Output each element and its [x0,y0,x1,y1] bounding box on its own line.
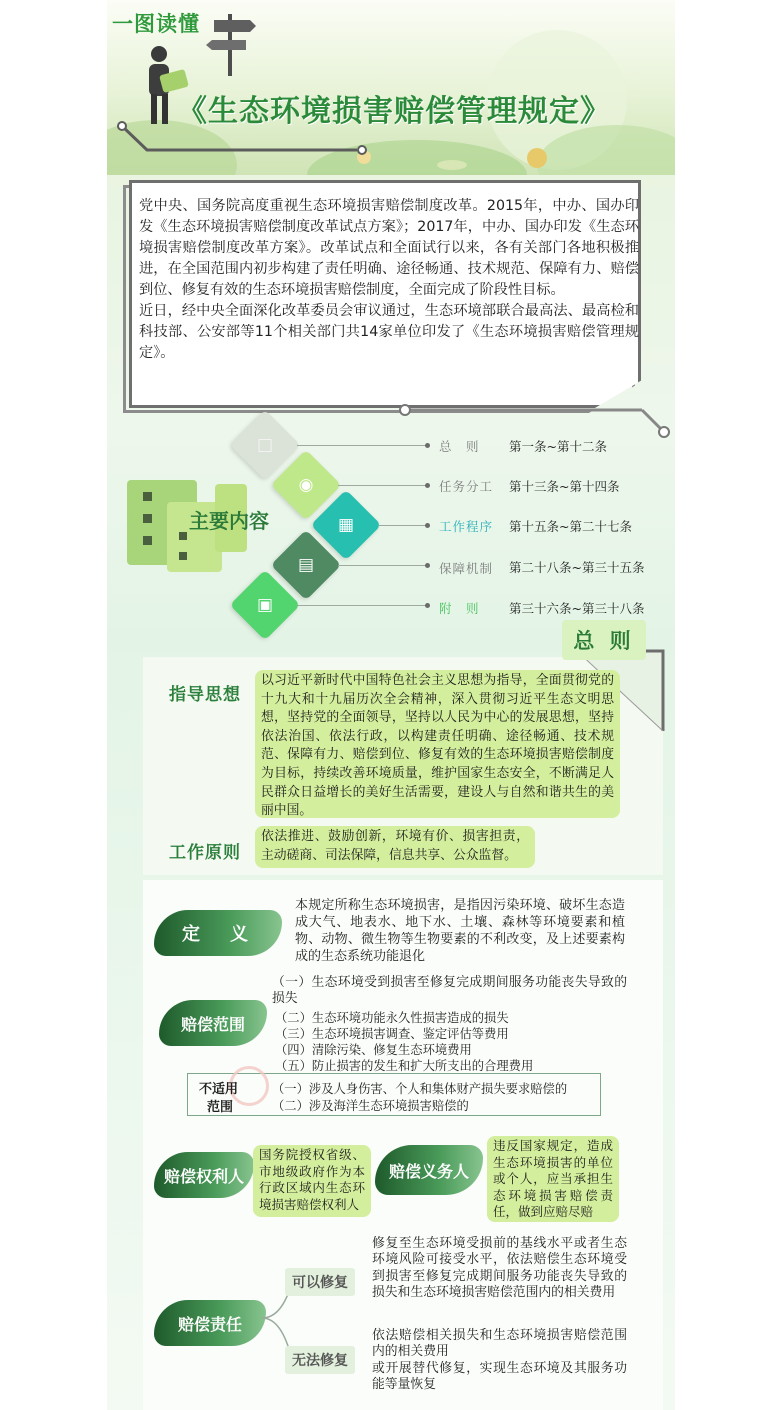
intro-paragraph-2: 近日，经中央全面深化改革委员会审议通过，生态环境部联合最高法、最高检和科技部、公安部等11个相关部门共14家单位印发了《生态环境损害赔偿管理规定》。 [139,303,639,361]
menu-range-tasks: 第十三条~第十四条 [509,479,620,494]
header-banner [107,0,675,175]
obligor-label: 赔偿义务人 [375,1145,483,1195]
infographic-page [107,0,675,1410]
intro-text [139,196,639,364]
briefcase-icon: ▣ [256,595,274,615]
general-section-tag: 总 则 [562,620,646,660]
compensation-scope-label: 赔偿范围 [159,1000,267,1046]
menu-label-guarantee[interactable]: 保障机制 [439,561,494,576]
unrepairable-label: 无法修复 [285,1346,355,1374]
menu-range-supplementary: 第三十六条~第三十八条 [509,601,645,616]
definition-label: 定 义 [154,910,282,956]
menu-range-procedure: 第十五条~第二十七条 [509,519,632,534]
scope-item-2: （二）生态环境功能永久性损害造成的损失 [275,1011,509,1025]
printer-icon: ▤ [297,555,315,575]
scope-item-4: （四）清除污染、修复生态环境费用 [275,1043,472,1057]
exclusion-label-line2: 范围 [207,1100,234,1115]
menu-label-general[interactable]: 总 则 [439,439,480,454]
document-icon: □ [256,435,274,455]
signpost-icon [202,10,262,80]
main-content-label: 主要内容 [189,509,269,533]
image-icon: ▦ [337,515,355,535]
exclusion-item-2: （二）涉及海洋生态环境损害赔偿的 [272,1099,469,1113]
menu-label-procedure[interactable]: 工作程序 [439,519,494,534]
principle-label: 工作原则 [169,843,241,863]
right-holder-text: 国务院授权省级、市地级政府作为本行政区域内生态环境损害赔偿权利人 [253,1145,371,1217]
repairable-label: 可以修复 [285,1268,355,1296]
target-icon: ◉ [298,475,314,495]
right-holder-label: 赔偿权利人 [154,1152,254,1198]
guiding-thought-text: 以习近平新时代中国特色社会主义思想为指导，全面贯彻党的十九大和十九届历次全会精神，深入贯彻习近平生态文明思想，坚持党的全面领导，坚持以人民为中心的发展思想，坚持依法治国、依法行政，以构建责任明确、途径畅通、技术规范、保障有力、赔偿到位、修复有效的生态环境损害赔偿制度为目标，持续改善环境质量，维护国家生态安全，不断满足人民群众日益增长的美好生活需要，建设人与自然和谐共生的美丽中国。 [255,670,620,818]
intro-paragraph-1: 党中央、国务院高度重视生态环境损害赔偿制度改革。2015年，中办、国办印发《生态环境损害赔偿制度改革试点方案》；2017年，中办、国办印发《生态环境损害赔偿制度改革方案》。改革试点和全面试行以来，各有关部门各地积极推进，在全国范围内初步构建了责任明确、途径畅通、技术规范、保障有力、赔偿到位、修复有效的生态环境损害赔偿制度，全面完成了阶段性目标。 [139,198,639,298]
definition-text: 本规定所称生态环境损害，是指因污染环境、破坏生态造成大气、地表水、地下水、土壤、森林等环境要素和植物、动物、微生物等生物要素的不利改变，及上述要素构成的生态系统功能退化 [295,898,625,964]
obligor-text: 违反国家规定，造成生态环境损害的单位或个人，应当承担生态环境损害赔偿责任，做到应赔尽赔 [487,1136,619,1222]
menu-label-tasks[interactable]: 任务分工 [439,479,494,494]
exclusion-label-line1: 不适用 [199,1082,239,1097]
page-title: 《生态环境损害赔偿管理规定》 [177,94,611,129]
menu-range-general: 第一条~第十二条 [509,439,607,454]
menu-label-supplementary[interactable]: 附 则 [439,601,480,616]
liability-label: 赔偿责任 [154,1300,266,1346]
exclusion-item-1: （一）涉及人身伤害、个人和集体财产损失要求赔偿的 [272,1082,568,1096]
guiding-thought-label: 指导思想 [169,685,241,705]
unrepairable-text: 依法赔偿相关损失和生态环境损害赔偿范围内的相关费用 或开展替代修复，实现生态环境及其服务功能等量恢复 [372,1328,627,1393]
menu-range-guarantee: 第二十八条~第三十五条 [509,560,645,575]
repairable-text: 修复至生态环境受损前的基线水平或者生态环境风险可接受水平，依法赔偿生态环境受到损害至修复完成期间服务功能丧失导致的损失和生态环境损害赔偿范围内的相关费用 [372,1236,627,1301]
series-label: 一图读懂 [112,12,200,36]
principle-text: 依法推进、鼓励创新，环境有价、损害担责，主动磋商、司法保障，信息共享、公众监督。 [255,826,535,868]
scope-item-5: （五）防止损害的发生和扩大所支出的合理费用 [275,1059,534,1073]
scope-item-3: （三）生态环境损害调查、鉴定评估等费用 [275,1027,509,1041]
scope-item-1: （一）生态环境受到损害至修复完成期间服务功能丧失导致的损失 [272,975,627,1007]
